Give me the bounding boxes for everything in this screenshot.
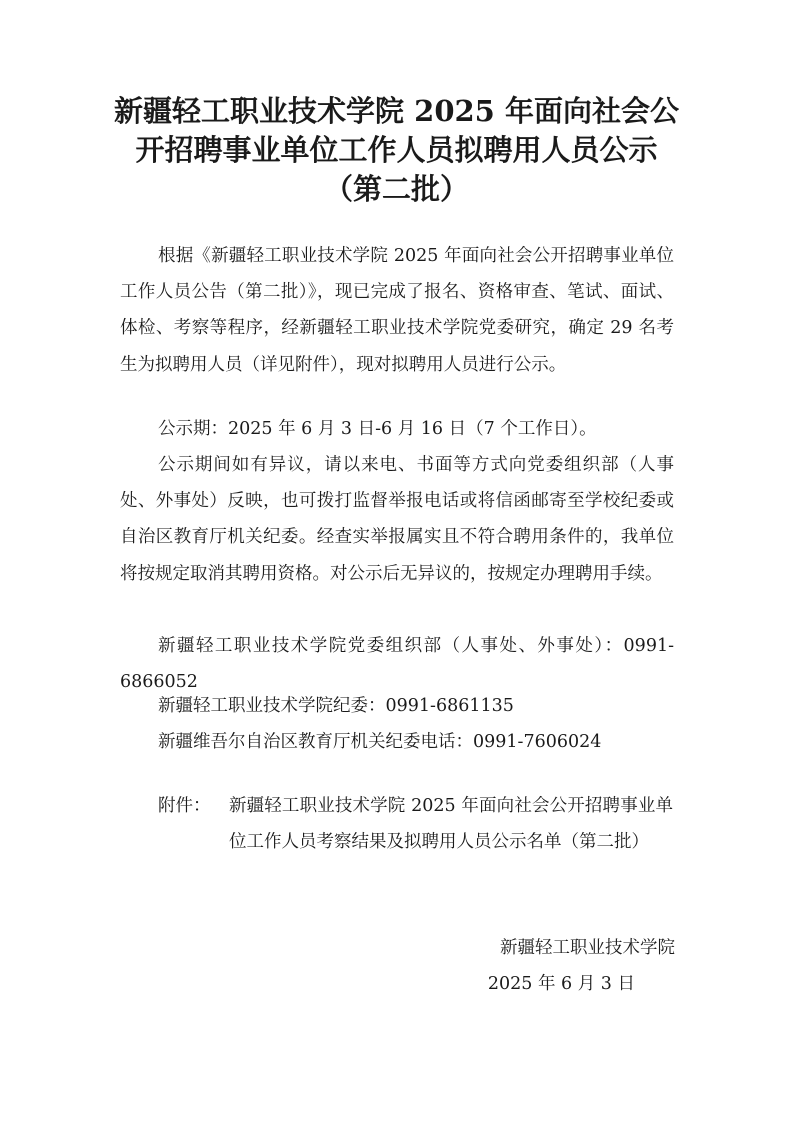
signature-date: 2025 年 6 月 3 日 <box>487 974 635 994</box>
attachment-text: 新疆轻工职业技术学院 2025 年面向社会公开招聘事业单位工作人员考察结果及拟聘用人员公示名单（第二批） <box>229 796 673 853</box>
attachment-label: 附件： <box>158 796 211 816</box>
objection-paragraph: 公示期间如有异议，请以来电、书面等方式向党委组织部（人事处、外事处）反映，也可拨打监督举报电话或将信函邮寄至学校纪委或自治区教育厅机关纪委。经查实举报属实且不符合聘用条件的，我单位将按规定取消其聘用资格。对公示后无异议的，按规定办理聘用手续。 <box>120 455 674 584</box>
document-title <box>110 92 683 209</box>
contact-hr: 新疆轻工职业技术学院党委组织部（人事处、外事处）：0991-6866052 <box>120 636 674 693</box>
title-line-3: （第二批） <box>323 172 469 206</box>
title-line-1: 新疆轻工职业技术学院 2025 年面向社会公 <box>114 94 679 128</box>
contact-discipline: 新疆轻工职业技术学院纪委：0991-6861135 <box>158 696 514 716</box>
period-paragraph: 公示期：2025 年 6 月 3 日-6 月 16 日（7 个工作日）。 <box>158 419 597 439</box>
intro-paragraph: 根据《新疆轻工职业技术学院 2025 年面向社会公开招聘事业单位工作人员公告（第二批）》，现已完成了报名、资格审查、笔试、面试、体检、考察等程序，经新疆轻工职业技术学院党委研究，确定 29 名考生为拟聘用人员（详见附件），现对拟聘用人员进行公示。 <box>120 246 674 375</box>
signature-organization: 新疆轻工职业技术学院 <box>500 938 675 958</box>
title-line-2: 开招聘事业单位工作人员拟聘用人员公示 <box>135 133 658 167</box>
contact-edu: 新疆维吾尔自治区教育厅机关纪委电话：0991-7606024 <box>158 732 602 752</box>
